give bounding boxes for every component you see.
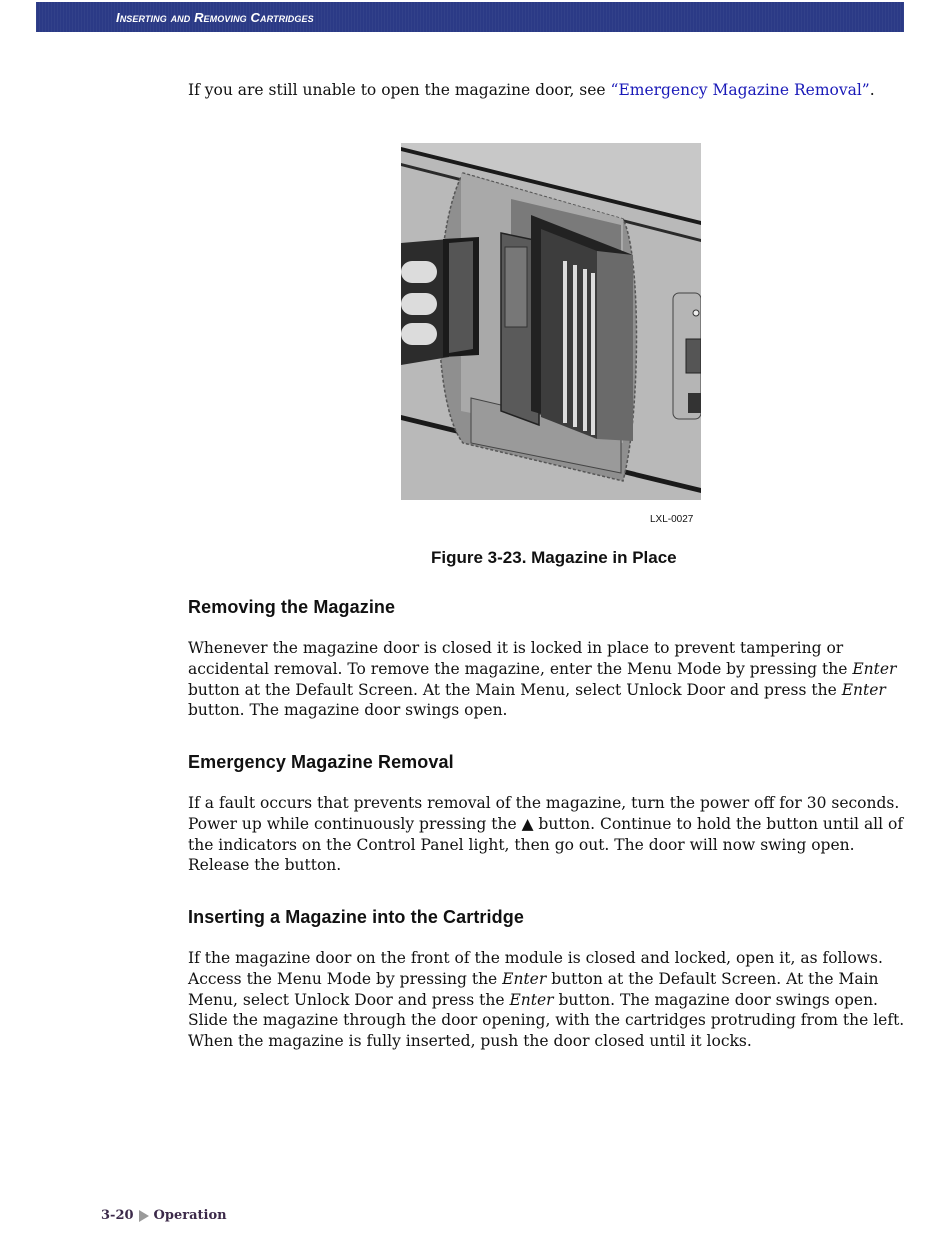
paragraph-removing-magazine: Whenever the magazine door is closed it is locked in place to prevent tampering or accidental removal. To remove the magazine, enter the Menu Mode by pressing the Enter button at the Default Screen. At the Main Menu, select Unlock Door and press the Enter button. The magazine door swings open. — [188, 639, 897, 720]
heading-removing-magazine: Removing the Magazine — [188, 597, 396, 617]
footer-section: Operation — [153, 1208, 227, 1223]
heading-inserting-magazine: Inserting a Magazine into the Cartridge — [188, 907, 524, 927]
header-title: Inserting and Removing Cartridges — [116, 9, 314, 25]
heading-emergency-removal: Emergency Magazine Removal — [188, 752, 454, 772]
page-number: 3-20 — [101, 1208, 134, 1223]
figure-caption: Figure 3-23. Magazine in Place — [431, 548, 677, 567]
magazine-illustration — [401, 143, 701, 500]
intro-paragraph: If you are still unable to open the magazine door, see “Emergency Magazine Removal”. — [188, 81, 875, 99]
figure-id-label: LXL-0027 — [650, 514, 694, 525]
header-bar — [36, 2, 904, 32]
paragraph-emergency-removal: If a fault occurs that prevents removal of the magazine, turn the power off for 30 seconds. Power up while continuously pressing the ▲ button. Continue to hold the button until all of the indicators on the Control Panel light, then go out. The door will now swing open. Release the button. — [188, 794, 904, 875]
triangle-right-icon — [139, 1210, 149, 1222]
paragraph-inserting-magazine: If the magazine door on the front of the module is closed and locked, open it, as follows. Access the Menu Mode by pressing the Enter button at the Default Screen. At the Main Menu, select Unlock Door and press the Enter button. The magazine door swings open. Slide the magazine through the door opening, with the cartridges protruding from the left. When the magazine is fully inserted, push the door closed until it locks. — [188, 949, 905, 1051]
emergency-removal-link[interactable]: “Emergency Magazine Removal” — [610, 81, 870, 99]
page-footer — [101, 1208, 227, 1223]
